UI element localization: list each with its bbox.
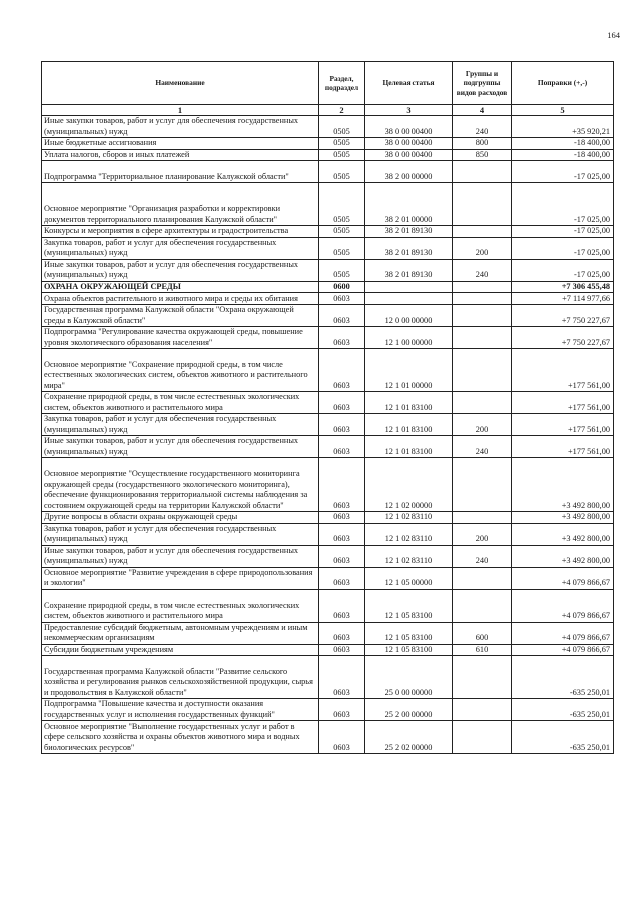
table-row <box>42 349 614 392</box>
row-amount: -17 025,00 <box>512 259 614 281</box>
table-row <box>42 545 614 567</box>
row-name: Охрана объектов растительного и животного мира и среды их обитания <box>42 293 319 305</box>
row-section: 0603 <box>319 721 365 754</box>
row-amount: +4 079 866,67 <box>512 644 614 656</box>
row-amount: -17 025,00 <box>512 226 614 238</box>
row-name: Сохранение природной среды, в том числе естественных экологических систем, объектов животного и растительного мира <box>42 589 319 622</box>
row-name: Иные закупки товаров, работ и услуг для обеспечения государственных (муниципальных) нужд <box>42 436 319 458</box>
table-row <box>42 414 614 436</box>
row-section: 0603 <box>319 392 365 414</box>
row-section: 0603 <box>319 656 365 699</box>
table-row <box>42 327 614 349</box>
row-name: Подпрограмма "Территориальное планирование Калужской области" <box>42 161 319 183</box>
row-group <box>453 392 512 414</box>
row-article: 38 0 00 00400 <box>365 138 453 150</box>
row-name: Государственная программа Калужской области "Охрана окружающей среды в Калужской области" <box>42 305 319 327</box>
row-section: 0603 <box>319 293 365 305</box>
row-amount: +177 561,00 <box>512 349 614 392</box>
table-row <box>42 512 614 524</box>
row-group <box>453 721 512 754</box>
row-name: Иные закупки товаров, работ и услуг для обеспечения государственных (муниципальных) нужд <box>42 545 319 567</box>
row-amount: +3 492 800,00 <box>512 512 614 524</box>
row-article: 12 1 05 00000 <box>365 567 453 589</box>
row-group <box>453 161 512 183</box>
row-section: 0505 <box>319 161 365 183</box>
row-name: Закупка товаров, работ и услуг для обеспечения государственных (муниципальных) нужд <box>42 414 319 436</box>
row-article: 38 0 00 00400 <box>365 116 453 138</box>
row-group: 850 <box>453 149 512 161</box>
row-amount: +7 306 455,48 <box>512 281 614 293</box>
row-name: Иные бюджетные ассигнования <box>42 138 319 150</box>
row-name: Иные закупки товаров, работ и услуг для обеспечения государственных (муниципальных) нужд <box>42 259 319 281</box>
table-row <box>42 138 614 150</box>
row-article: 25 2 02 00000 <box>365 721 453 754</box>
row-amount: +7 750 227,67 <box>512 327 614 349</box>
budget-amendments-table <box>41 61 614 754</box>
row-name: Основное мероприятие "Развитие учреждения в сфере природопользования и экологии" <box>42 567 319 589</box>
row-section: 0603 <box>319 644 365 656</box>
row-article: 38 2 00 00000 <box>365 161 453 183</box>
row-amount: -635 250,01 <box>512 656 614 699</box>
row-article: 12 1 01 83100 <box>365 392 453 414</box>
row-group <box>453 305 512 327</box>
row-group: 610 <box>453 644 512 656</box>
row-article: 12 1 05 83100 <box>365 644 453 656</box>
table-row <box>42 183 614 226</box>
row-amount: +3 492 800,00 <box>512 523 614 545</box>
row-name: Основное мероприятие "Организация разработки и корректировки документов территориального планирования Калужской области" <box>42 183 319 226</box>
row-section: 0603 <box>319 349 365 392</box>
table-row <box>42 589 614 622</box>
row-name: Уплата налогов, сборов и иных платежей <box>42 149 319 161</box>
row-amount: -17 025,00 <box>512 183 614 226</box>
row-group <box>453 656 512 699</box>
row-section: 0505 <box>319 183 365 226</box>
header-article: Целевая статья <box>365 62 453 105</box>
row-name: Основное мероприятие "Сохранение природной среды, в том числе естественных экологических систем, объектов животного и растительного мира" <box>42 349 319 392</box>
row-section: 0505 <box>319 116 365 138</box>
row-amount: -18 400,00 <box>512 138 614 150</box>
row-amount: -635 250,01 <box>512 721 614 754</box>
row-group: 200 <box>453 414 512 436</box>
row-group <box>453 567 512 589</box>
row-article: 25 0 00 00000 <box>365 656 453 699</box>
row-name: Конкурсы и мероприятия в сфере архитектуры и градостроительства <box>42 226 319 238</box>
row-article: 12 1 05 83100 <box>365 622 453 644</box>
row-article <box>365 293 453 305</box>
row-name: Основное мероприятие "Выполнение государственных услуг и работ в сфере сельского хозяйства и охраны объектов животного мира и водных биологических ресурсов" <box>42 721 319 754</box>
row-section: 0505 <box>319 226 365 238</box>
row-article: 12 1 00 00000 <box>365 327 453 349</box>
row-article <box>365 281 453 293</box>
table-row <box>42 116 614 138</box>
row-article: 12 1 01 00000 <box>365 349 453 392</box>
page-number: 164 <box>607 30 620 40</box>
row-section: 0603 <box>319 523 365 545</box>
row-group: 200 <box>453 523 512 545</box>
row-name: Подпрограмма "Регулирование качества окружающей среды, повышение уровня экологического образования населения" <box>42 327 319 349</box>
row-amount: +177 561,00 <box>512 414 614 436</box>
table-row <box>42 644 614 656</box>
table-row <box>42 293 614 305</box>
header-row <box>42 62 614 105</box>
row-amount: +177 561,00 <box>512 436 614 458</box>
table-row <box>42 237 614 259</box>
row-group <box>453 458 512 512</box>
row-amount: +3 492 800,00 <box>512 545 614 567</box>
row-name: Основное мероприятие "Осуществление государственного мониторинга окружающей среды (государственного экологического мониторинга), обеспечение функционирования территориальной системы наблюдения за состоянием окружающей среды на территории Калужской области" <box>42 458 319 512</box>
row-section: 0603 <box>319 305 365 327</box>
row-name: ОХРАНА ОКРУЖАЮЩЕЙ СРЕДЫ <box>42 281 319 293</box>
row-group <box>453 226 512 238</box>
row-group: 600 <box>453 622 512 644</box>
row-group <box>453 512 512 524</box>
row-section: 0603 <box>319 622 365 644</box>
row-name: Закупка товаров, работ и услуг для обеспечения государственных (муниципальных) нужд <box>42 237 319 259</box>
table-row <box>42 523 614 545</box>
row-section: 0600 <box>319 281 365 293</box>
row-section: 0603 <box>319 512 365 524</box>
row-group <box>453 699 512 721</box>
row-article: 12 0 00 00000 <box>365 305 453 327</box>
row-group <box>453 293 512 305</box>
row-group <box>453 327 512 349</box>
table-row <box>42 567 614 589</box>
row-amount: +7 114 977,66 <box>512 293 614 305</box>
row-group: 240 <box>453 545 512 567</box>
row-amount: +7 750 227,67 <box>512 305 614 327</box>
row-group: 800 <box>453 138 512 150</box>
row-section: 0603 <box>319 589 365 622</box>
table-row <box>42 721 614 754</box>
row-amount: -17 025,00 <box>512 237 614 259</box>
row-group: 200 <box>453 237 512 259</box>
row-name: Субсидии бюджетным учреждениям <box>42 644 319 656</box>
column-number: 1 <box>42 105 319 116</box>
table-row <box>42 458 614 512</box>
row-article: 12 1 02 83110 <box>365 523 453 545</box>
row-section: 0505 <box>319 259 365 281</box>
row-amount: +4 079 866,67 <box>512 622 614 644</box>
row-amount: +35 920,21 <box>512 116 614 138</box>
row-group <box>453 183 512 226</box>
row-article: 12 1 02 83110 <box>365 545 453 567</box>
row-name: Государственная программа Калужской области "Развитие сельского хозяйства и регулирования рынков сельскохозяйственной продукции, сырья и продовольствия в Калужской области" <box>42 656 319 699</box>
row-article: 12 1 02 00000 <box>365 458 453 512</box>
table-row <box>42 656 614 699</box>
row-group: 240 <box>453 259 512 281</box>
table-row <box>42 699 614 721</box>
column-number: 2 <box>319 105 365 116</box>
row-amount: +4 079 866,67 <box>512 567 614 589</box>
row-section: 0505 <box>319 237 365 259</box>
header-section: Раздел, подраздел <box>319 62 365 105</box>
table-row <box>42 622 614 644</box>
row-group: 240 <box>453 436 512 458</box>
row-article: 38 0 00 00400 <box>365 149 453 161</box>
column-number-row <box>42 105 614 116</box>
row-group: 240 <box>453 116 512 138</box>
row-amount: -17 025,00 <box>512 161 614 183</box>
row-group <box>453 349 512 392</box>
row-article: 12 1 05 83100 <box>365 589 453 622</box>
row-article: 38 2 01 00000 <box>365 183 453 226</box>
row-group <box>453 281 512 293</box>
row-section: 0603 <box>319 327 365 349</box>
row-article: 38 2 01 89130 <box>365 237 453 259</box>
table-row <box>42 436 614 458</box>
header-amount: Поправки (+,-) <box>512 62 614 105</box>
table-row <box>42 281 614 293</box>
row-amount: +4 079 866,67 <box>512 589 614 622</box>
row-name: Закупка товаров, работ и услуг для обеспечения государственных (муниципальных) нужд <box>42 523 319 545</box>
row-section: 0603 <box>319 436 365 458</box>
row-name: Сохранение природной среды, в том числе естественных экологических систем, объектов животного и растительного мира <box>42 392 319 414</box>
row-section: 0603 <box>319 414 365 436</box>
row-article: 38 2 01 89130 <box>365 226 453 238</box>
row-amount: +177 561,00 <box>512 392 614 414</box>
header-name: Наименование <box>42 62 319 105</box>
column-number: 4 <box>453 105 512 116</box>
row-article: 12 1 01 83100 <box>365 436 453 458</box>
table-row <box>42 226 614 238</box>
table-row <box>42 149 614 161</box>
row-name: Предоставление субсидий бюджетным, автономным учреждениям и иным некоммерческим организациям <box>42 622 319 644</box>
row-section: 0603 <box>319 458 365 512</box>
row-section: 0505 <box>319 138 365 150</box>
row-section: 0603 <box>319 567 365 589</box>
row-amount: -18 400,00 <box>512 149 614 161</box>
column-number: 3 <box>365 105 453 116</box>
row-article: 12 1 01 83100 <box>365 414 453 436</box>
row-section: 0603 <box>319 545 365 567</box>
table-row <box>42 305 614 327</box>
column-number: 5 <box>512 105 614 116</box>
row-name: Иные закупки товаров, работ и услуг для обеспечения государственных (муниципальных) нужд <box>42 116 319 138</box>
row-section: 0505 <box>319 149 365 161</box>
row-name: Другие вопросы в области охраны окружающей среды <box>42 512 319 524</box>
table-row <box>42 392 614 414</box>
row-amount: -635 250,01 <box>512 699 614 721</box>
table-row <box>42 259 614 281</box>
row-amount: +3 492 800,00 <box>512 458 614 512</box>
row-section: 0603 <box>319 699 365 721</box>
row-article: 25 2 00 00000 <box>365 699 453 721</box>
row-name: Подпрограмма "Повышение качества и доступности оказания государственных услуг и исполнения государственных функций" <box>42 699 319 721</box>
row-group <box>453 589 512 622</box>
row-article: 38 2 01 89130 <box>365 259 453 281</box>
header-group: Группы и подгруппы видов расходов <box>453 62 512 105</box>
table-row <box>42 161 614 183</box>
row-article: 12 1 02 83110 <box>365 512 453 524</box>
